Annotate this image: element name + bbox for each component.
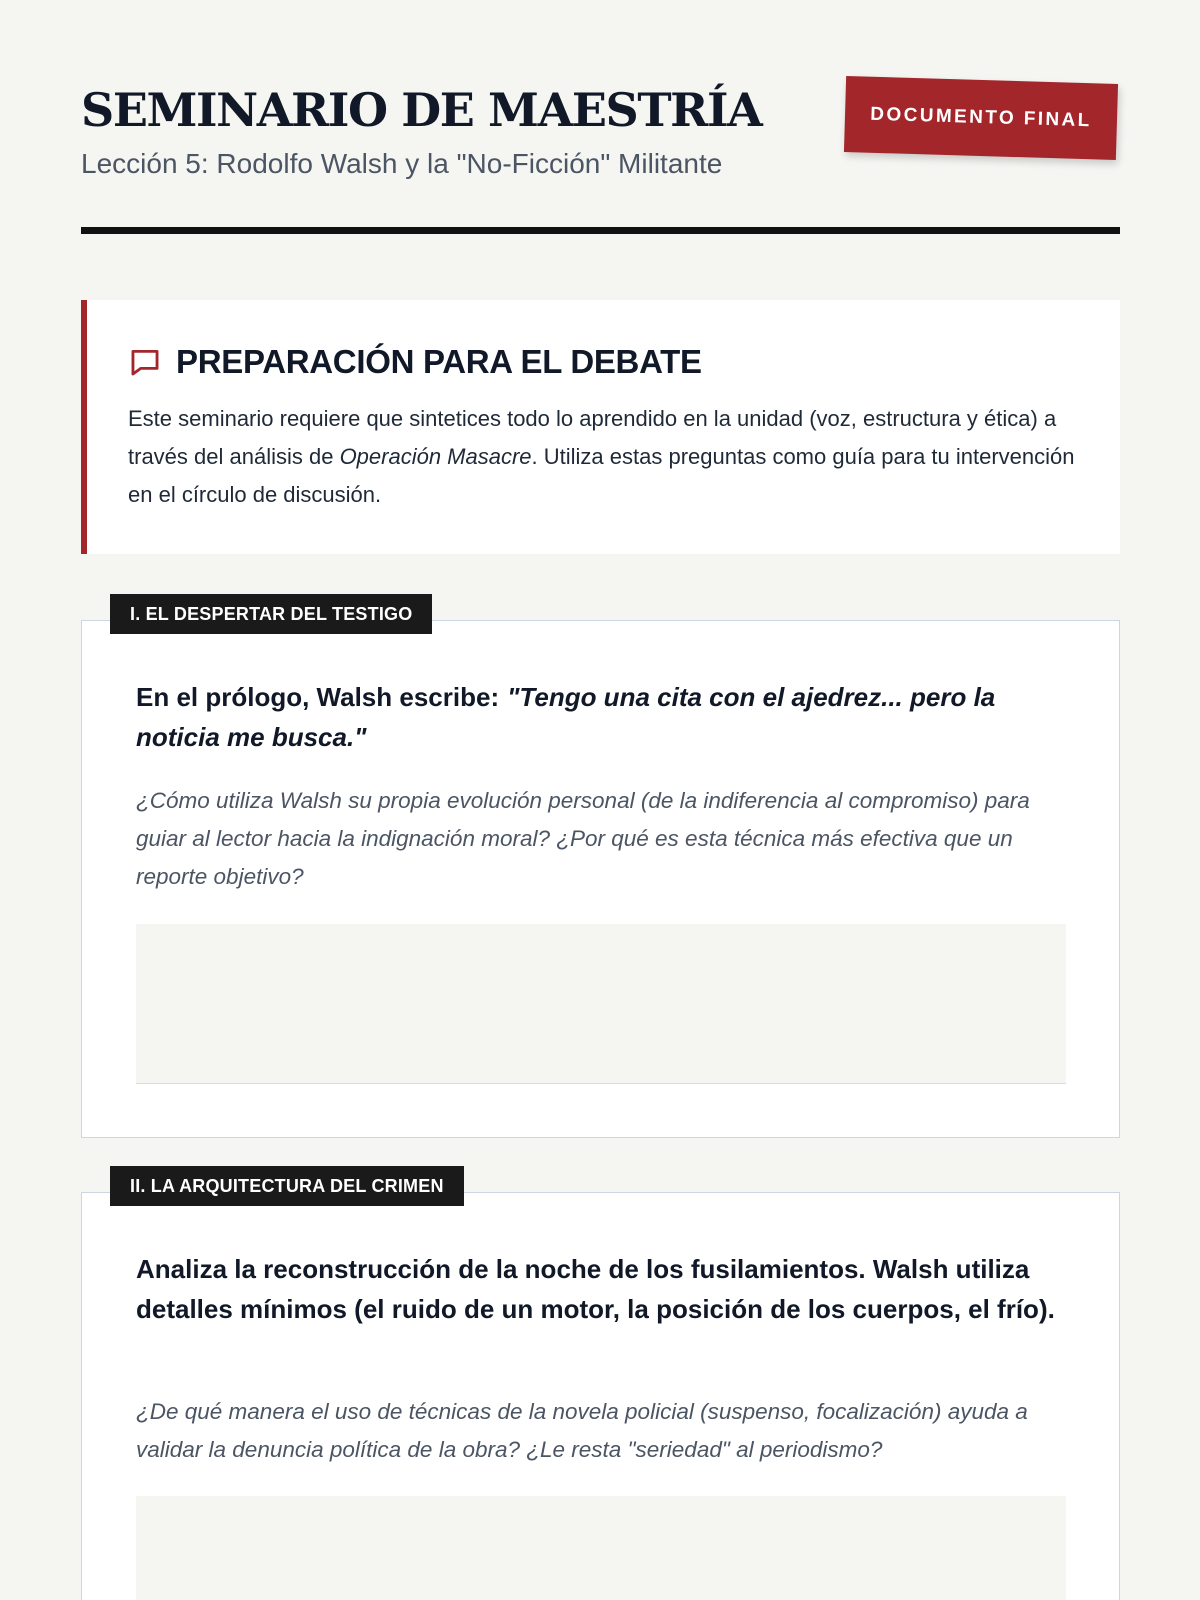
header-divider xyxy=(81,227,1120,234)
answer-textarea-2[interactable] xyxy=(136,1496,1066,1600)
question-card-1 xyxy=(81,604,1120,1138)
intro-paragraph xyxy=(128,400,1088,514)
lesson-subtitle: Lección 5: Rodolfo Walsh y la "No-Ficción" Militante xyxy=(81,148,723,179)
question-prompt: ¿Cómo utiliza Walsh su propia evolución personal (de la indiferencia al compromiso) para guiar al lector hacia la indignación moral? ¿Por qué es esta técnica más efectiva que un reporte objetivo? xyxy=(136,788,1030,889)
intro-text-end: . Utiliza estas preguntas como guía para tu intervención en el círculo de discusión. xyxy=(128,444,1075,507)
debate-preparation-box xyxy=(81,300,1120,554)
intro-heading xyxy=(128,342,702,382)
book-title: Operación Masacre xyxy=(339,444,532,469)
stamp-label: DOCUMENTO FINAL xyxy=(870,103,1092,132)
question-card-2 xyxy=(81,1176,1120,1600)
page-title: SEMINARIO DE MAESTRÍA xyxy=(81,83,762,137)
answer-textarea-1[interactable] xyxy=(136,924,1066,1084)
question-prompt: ¿De qué manera el uso de técnicas de la novela policial (suspenso, focalización) ayuda a validar la denuncia política de la obra? ¿Le resta "seriedad" al periodismo? xyxy=(136,1399,1028,1462)
question-lead: En el prólogo, Walsh escribe: xyxy=(136,682,500,712)
section-label: I. EL DESPERTAR DEL TESTIGO xyxy=(110,594,432,634)
worksheet-page xyxy=(81,0,1120,1600)
chat-bubble-icon xyxy=(128,345,162,379)
final-document-stamp xyxy=(844,76,1118,160)
intro-text-start: Este seminario requiere que sintetices todo lo aprendido en la unidad (voz, estructura y ética) a través del análisis de xyxy=(128,406,1057,469)
question-text: Analiza la reconstrucción de la noche de los fusilamientos. Walsh utiliza detalles mínimos (el ruido de un motor, la posición de los cuerpos, el frío). xyxy=(136,1254,1055,1324)
walsh-quote: "Tengo una cita con el ajedrez... pero la noticia me busca." xyxy=(136,682,996,752)
question-text xyxy=(136,677,1066,757)
page-header xyxy=(81,80,1120,234)
intro-title: PREPARACIÓN PARA EL DEBATE xyxy=(176,343,702,380)
section-label: II. LA ARQUITECTURA DEL CRIMEN xyxy=(110,1166,464,1206)
